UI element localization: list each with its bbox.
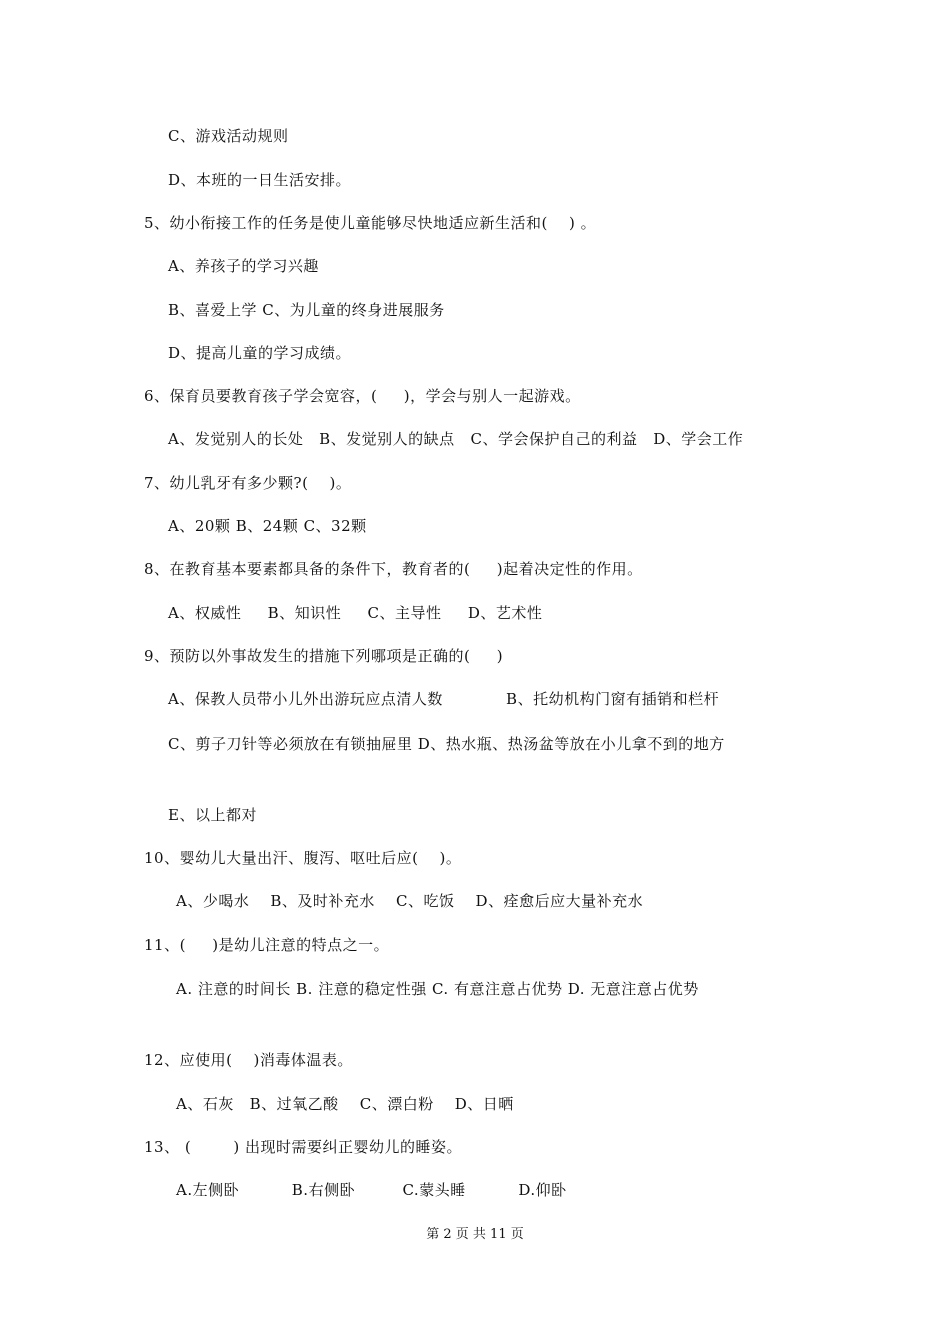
question-line: 13、 ( ) 出现时需要纠正婴幼儿的睡姿。 (144, 1138, 462, 1156)
question-line: 9、预防以外事故发生的措施下列哪项是正确的( ) (144, 647, 504, 665)
option-line: A、少喝水 B、及时补充水 C、吃饭 D、痊愈后应大量补充水 (176, 892, 644, 910)
option-line: A、权威性 B、知识性 C、主导性 D、艺术性 (168, 604, 543, 622)
option-line-wrapped: C、剪子刀针等必须放在有锁抽屉里 D、热水瓶、热汤盆等放在小儿拿不到的地方 (168, 735, 725, 753)
page-footer: 第 2 页 共 11 页 (426, 1227, 524, 1242)
option-line: D、本班的一日生活安排。 (168, 171, 352, 189)
option-line: E、以上都对 (168, 806, 257, 824)
question-line: 6、保育员要教育孩子学会宽容，( )，学会与别人一起游戏。 (144, 387, 581, 405)
option-line: A、石灰 B、过氧乙酸 C、漂白粉 D、日晒 (176, 1095, 514, 1113)
question-line: 8、在教育基本要素都具备的条件下，教育者的( )起着决定性的作用。 (144, 560, 643, 578)
option-line-wrapped: A. 注意的时间长 B. 注意的稳定性强 C. 有意注意占优势 D. 无意注意占优势 (176, 980, 699, 998)
option-line: D、提高儿童的学习成绩。 (168, 344, 352, 362)
question-line: 11、( )是幼儿注意的特点之一。 (144, 936, 390, 954)
option-line: B、喜爱上学 C、为儿童的终身进展服务 (168, 301, 445, 319)
option-line: A、保教人员带小儿外出游玩应点清人数 B、托幼机构门窗有插销和栏杆 (168, 690, 720, 708)
question-line: 12、应使用( )消毒体温表。 (144, 1051, 353, 1069)
question-line: 5、幼小衔接工作的任务是使儿童能够尽快地适应新生活和( ) 。 (144, 214, 597, 232)
option-line: A.左侧卧 B.右侧卧 C.蒙头睡 D.仰卧 (176, 1181, 567, 1199)
option-line: A、养孩子的学习兴趣 (168, 257, 319, 275)
option-line: A、发觉别人的长处 B、发觉别人的缺点 C、学会保护自己的利益 D、学会工作 (168, 430, 744, 448)
option-line: C、游戏活动规则 (168, 127, 289, 145)
option-line: A、20颗 B、24颗 C、32颗 (168, 517, 367, 535)
question-line: 7、幼儿乳牙有多少颗?( )。 (144, 474, 352, 492)
question-line: 10、婴幼儿大量出汗、腹泻、呕吐后应( )。 (144, 849, 462, 867)
